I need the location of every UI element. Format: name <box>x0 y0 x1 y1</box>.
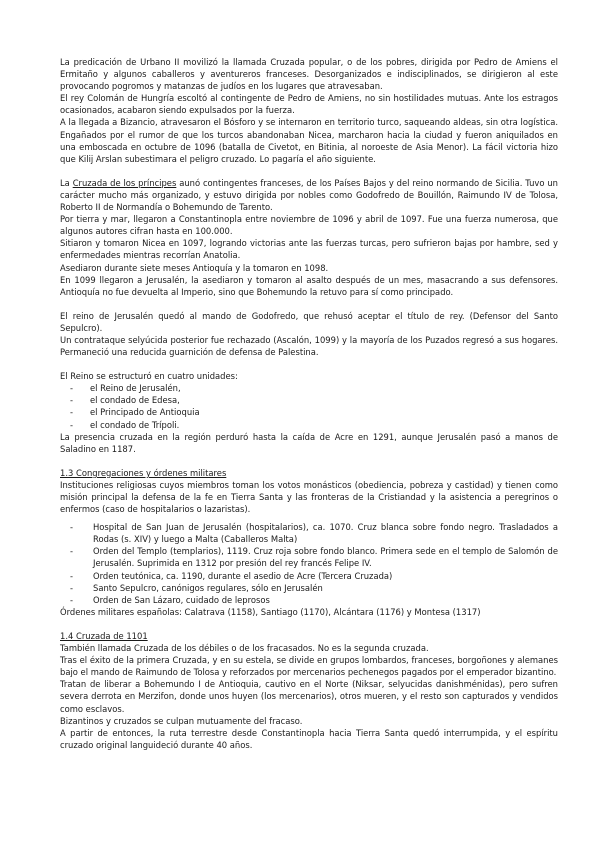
paragraph: Un contrataque selyúcida posterior fue rechazado (Ascalón, 1099) y la mayoría de los Puzados regresó a sus hogares. Permaneció una reducida guarnición de defensa de Palestina. <box>60 334 558 358</box>
section-heading: 1.4 Cruzada de 1101 <box>60 630 148 641</box>
list-item: - Hospital de San Juan de Jerusalén (hospitalarios), ca. 1070. Cruz blanca sobre fondo negro. Trasladados a Rodas (s. XIV) y luego a Malta (Caballeros Malta) <box>70 521 558 545</box>
list-item: - Orden de San Lázaro, cuidado de leprosos <box>70 594 558 606</box>
list-item: - Orden del Templo (templarios), 1119. Cruz roja sobre fondo blanco. Primera sede en el templo de Salomón de Jerusalén. Suprimida en 1312 por presión del rey francés Felipe IV. <box>70 545 558 569</box>
paragraph: El rey Colomán de Hungría escoltó al contingente de Pedro de Amiens, no sin hostilidades mutuas. Ante los estragos ocasionados, acabaron siendo expulsados por la fuerza. <box>60 93 558 116</box>
paragraph: Órdenes militares españolas: Calatrava (1158), Santiago (1170), Alcántara (1176) y Montesa (1317) <box>60 606 481 617</box>
paragraph: En 1099 llegaron a Jerusalén, la asediaron y tomaron al asalto después de un mes, masacrando a sus defensores. Antioquía no fue devuelta al Imperio, sino que Bohemundo la retuvo para sí como principado. <box>60 274 558 297</box>
units-list <box>60 382 558 430</box>
orders-list <box>60 521 558 606</box>
paragraph: También llamada Cruzada de los débiles o de los fracasados. No es la segunda cruzada. <box>60 643 429 654</box>
section-heading: 1.3 Congregaciones y órdenes militares <box>60 467 227 478</box>
list-item: - el Reino de Jerusalén, <box>70 382 558 394</box>
paragraph: Tratan de liberar a Bohemundo I de Antioquia, cautivo en el Norte (Niksar, selyucidas danishménidas), pero sufren severa derrota en Merzifon, donde unos huyen (los mercenarios), otros mueren, y el resto son capturados y vendidos como esclavos. <box>60 679 558 714</box>
list-item: - el condado de Edesa, <box>70 394 558 406</box>
paragraph: A la llegada a Bizancio, atravesaron el Bósforo y se internaron en territorio turco, saqueando aldeas, sin otra logística. Engañados por el rumor de que los turcos abandonaban Nicea, marcharon hacia la ciudad y fueron aniquilados en una emboscada en octubre de 1096 (batalla de Civetot, en Bitinia, al noroeste de Asia Menor). La fácil victoria hizo que Kilij Arslan subestimara el peligro cruzado. Lo pagaría el año siguiente. <box>60 117 558 164</box>
paragraph: Sitiaron y tomaron Nicea en 1097, logrando victorias ante las fuerzas turcas, pero sufrieron bajas por hambre, sed y enfermedades mientras recorrían Anatolia. <box>60 238 558 261</box>
document-page <box>60 56 558 751</box>
list-item: - el Principado de Antioquia <box>70 406 558 418</box>
paragraph: A partir de entonces, la ruta terrestre desde Constantinopla hacia Tierra Santa quedó interrumpida, y el espíritu cruzado original languideció durante 40 años. <box>60 727 558 750</box>
list-item: - el condado de Trípoli. <box>70 419 558 431</box>
paragraph: Asediaron durante siete meses Antioquía y la tomaron en 1098. <box>60 262 329 273</box>
princes-lead-paragraph: La Cruzada de los príncipes aunó contingentes franceses, de los Países Bajos y del reino normando de Sicilia. Tuvo un carácter mucho más organizado, y estuvo dirigida por nobles como Godofredo de Bouillón, Raimundo IV de Tolosa, Roberto II de Normandía o Bohemundo de Tarento. <box>60 177 558 213</box>
paragraph: El reino de Jerusalén quedó al mando de Godofredo, que rehusó aceptar el título de rey. (Defensor del Santo Sepulcro). <box>60 310 558 333</box>
units-intro: El Reino se estructuró en cuatro unidades: <box>60 371 238 382</box>
paragraph: Instituciones religiosas cuyos miembros toman los votos monásticos (obediencia, pobreza y castidad) y tienen como misión principal la defensa de la fe en Tierra Santa y las fronteras de la Cristiandad y la asistencia a peregrinos o enfermos (caso de hospitalarios o lazaristas). <box>60 479 558 515</box>
list-item: - Orden teutónica, ca. 1190, durante el asedio de Acre (Tercera Cruzada) <box>70 570 558 582</box>
princes-crusade-link[interactable]: Cruzada de los príncipes <box>72 177 177 188</box>
paragraph: Bizantinos y cruzados se culpan mutuamente del fracaso. <box>60 715 303 726</box>
paragraph: La predicación de Urbano II movilizó la llamada Cruzada popular, o de los pobres, dirigida por Pedro de Amiens el Ermitaño y algunos caballeros y aventureros franceses. Desorganizados e indisciplinados, se dirigieron al este provocando pogromos y matanzas de judíos en los lugares que atravesaban. <box>60 57 558 92</box>
paragraph: Por tierra y mar, llegaron a Constantinopla entre noviembre de 1096 y abril de 1097. Fue una fuerza numerosa, que algunos autores cifran hasta en 100.000. <box>60 214 558 237</box>
list-item: - Santo Sepulcro, canónigos regulares, sólo en Jerusalén <box>70 582 558 594</box>
paragraph: Tras el éxito de la primera Cruzada, y en su estela, se divide en grupos lombardos, franceses, borgoñones y alemanes bajo el mando de Raimundo de Tolosa y reforzados por mercenarios pechenegos pagados por el emperador bizantino. <box>60 655 558 678</box>
paragraph: La presencia cruzada en la región perduró hasta la caída de Acre en 1291, aunque Jerusalén pasó a manos de Saladino en 1187. <box>60 431 558 454</box>
